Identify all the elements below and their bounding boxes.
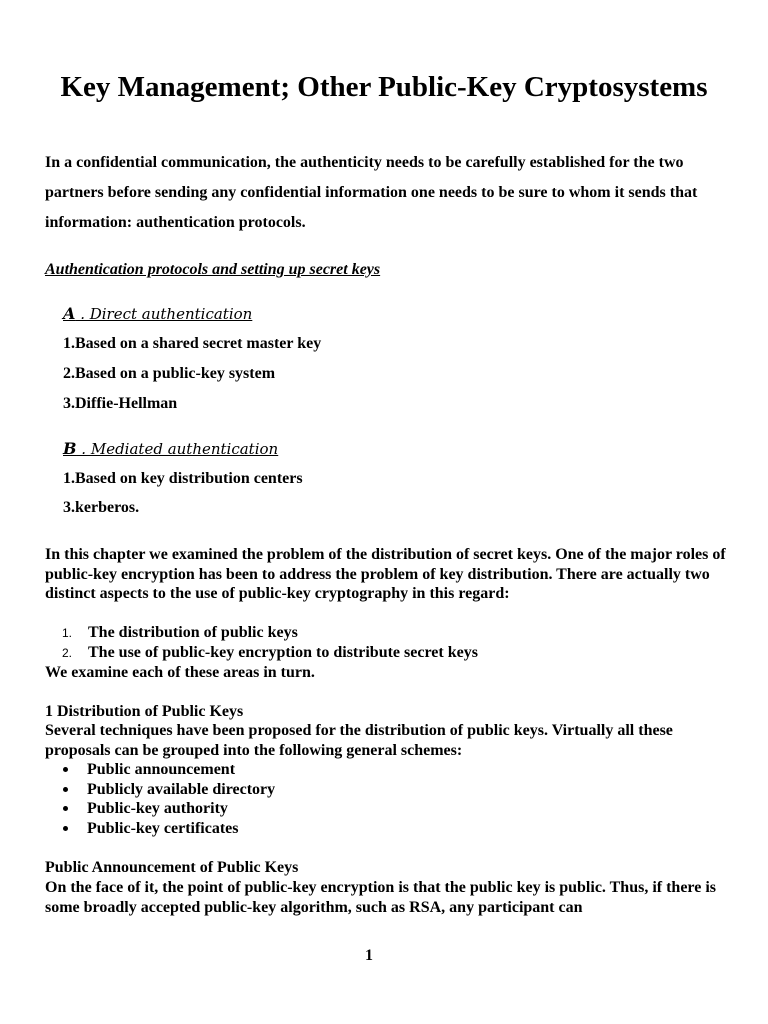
page-number: 1 [365, 947, 373, 964]
direct-auth-letter: A [63, 304, 76, 323]
bullet-icon [63, 806, 68, 811]
aspects-list [45, 623, 735, 662]
distribution-heading: 1 Distribution of Public Keys [45, 703, 244, 720]
announcement-heading: Public Announcement of Public Keys [45, 859, 299, 876]
bullet-icon [63, 826, 68, 831]
list-item [45, 760, 735, 780]
intro-paragraph [45, 148, 705, 238]
bullet-icon [63, 767, 68, 772]
direct-auth-heading [63, 303, 252, 325]
list-item-text: Public-key authority [87, 800, 228, 818]
schemes-list [45, 760, 735, 838]
list-item [45, 799, 735, 819]
list-number: 2. [62, 645, 73, 660]
page-title: Key Management; Other Public-Key Cryptosystems [60, 71, 708, 103]
list-item-text: Public announcement [87, 761, 236, 778]
examine-sentence: We examine each of these areas in turn. [45, 664, 315, 681]
direct-auth-item: 2.Based on a public-key system [63, 365, 276, 382]
section-heading: Authentication protocols and setting up secret keys [45, 261, 381, 278]
direct-auth-item: 1.Based on a shared secret master key [63, 335, 322, 352]
announcement-paragraph: On the face of it, the point of public-key encryption is that the public key is public. Thus, if there is some broadly accepted public-key algorithm, such as RSA, any participant can [45, 879, 721, 916]
list-item-text: Publicly available directory [87, 780, 276, 798]
list-item [45, 780, 735, 800]
mediated-auth-letter: B [63, 439, 77, 458]
intro-emphasis: authentication protocols [136, 214, 302, 231]
list-item-text: Public-key certificates [87, 819, 239, 837]
mediated-auth-item: 1.Based on key distribution centers [63, 470, 303, 487]
direct-auth-label: . Direct authentication [75, 305, 253, 323]
list-item-text: The distribution of public keys [88, 624, 298, 641]
list-item [45, 819, 735, 839]
mediated-auth-heading [63, 438, 278, 460]
mediated-auth-label: . Mediated authentication [76, 440, 279, 458]
bullet-icon [63, 787, 68, 792]
list-number: 1. [62, 626, 73, 640]
mediated-auth-item: 3.kerberos. [63, 499, 140, 516]
distribution-paragraph: Several techniques have been proposed for the distribution of public keys. Virtually all these proposals can be grouped into the following general schemes: [45, 722, 677, 759]
list-item [45, 643, 735, 663]
intro-end: . [301, 214, 306, 231]
list-item-text: The use of public-key encryption to distribute secret keys [88, 643, 478, 661]
list-item [45, 623, 735, 643]
direct-auth-item: 3.Diffie-Hellman [63, 395, 178, 412]
intro-text: In a confidential communication, the authenticity needs to be carefully established for the two partners before sending any confidential information one needs to be sure to whom it sends that information: [45, 154, 702, 231]
chapter-intro-paragraph: In this chapter we examined the problem of the distribution of secret keys. One of the major roles of public-key encryption has been to address the problem of key distribution. There are actually two distinct aspects to the use of public-key cryptography in this regard: [45, 546, 730, 603]
